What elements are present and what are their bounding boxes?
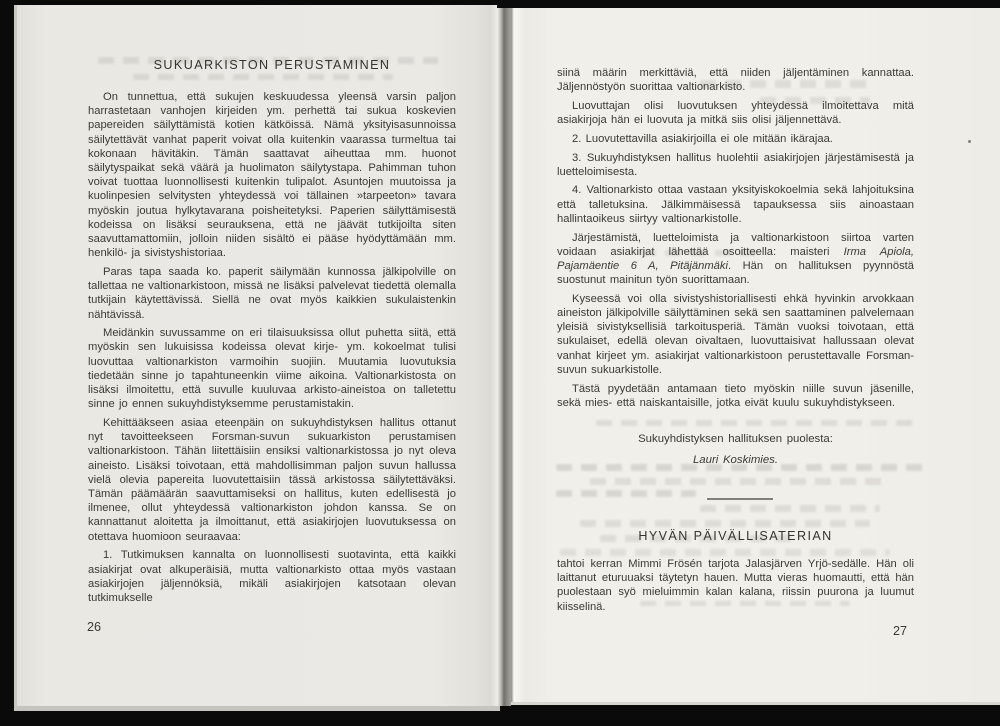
paragraph: Järjestämistä, luetteloimista ja valtionarkistoon siirtoa varten voidaan asiakirjat lähettää osoitteella: maisteri Irma Apiola, Pajamäentie 6 A, Pitäjänmäki. Hän on hallituksen pyynnöstä suostunut mainitun työn suorittamaan.	[557, 231, 914, 287]
paragraph: 2. Luovutettavilla asiakirjoilla ei ole mitään ikärajaa.	[572, 132, 833, 145]
bleedthrough-smudge	[596, 420, 916, 426]
left-page-body	[88, 90, 456, 610]
paragraph: Luovuttajan olisi luovutuksen yhteydessä ilmoitettava mitä asiakirjoja hän ei luovuta ja mitkä siis olisi jäljennettävä.	[557, 99, 914, 127]
section-divider	[707, 498, 773, 500]
paragraph: Tästä pyydetään antamaan tieto myöskin niille suvun jäsenille, sekä mies- että naiskantaisille, jotka eivät kuulu sukuyhdistykseen.	[557, 382, 914, 409]
left-page-heading: SUKUARKISTON PERUSTAMINEN	[153, 58, 391, 72]
story-heading: HYVÄN PÄIVÄLLISATERIAN	[638, 529, 833, 543]
paragraph: Kehittääkseen asiaa eteenpäin on sukuyhdistyksen hallitus ottanut nyt tavoitteekseen Forsman-suvun sukuarkiston perustamisen valtionarkistoon. Tähän liitettäisiin ensiksi valtionarkistossa jo nyt oleva aineisto. Lisäksi toivotaan, että mahdollisimman paljon suvun hallussa vielä olevia papereita luovutettaisiin tässä arkistossa säilytettäväksi. Tämän päämäärän saavuttamiseksi on hallitus, kuten edellisestä jo ilmenee, ollut yhteydessä valtionarkiston johdon kanssa. Se on kannattanut aloitetta ja ilmoittanut, että asiakirjojen luovutuksessa on otettava huomioon seuraavaa:	[88, 416, 456, 543]
paragraph: Meidänkin suvussamme on eri tilaisuuksissa ollut puhetta siitä, että myöskin sen lukuisissa kodeissa olevat kirje- ym. kokoelmat tulisi luovuttaa valtionarkiston varmoihin suojiin. Muutamia luovutuksia tiedetään sinne jo tapahtuneenkin viime aikoina. Valtionarkistosta on lisäksi ilmoitettu, että suvulle kuuluvaa arkisto-aineistoa on talletettu sinne jo ennen sukuyhdistyksemme perustamistakin.	[88, 327, 456, 411]
bleedthrough-smudge	[560, 549, 890, 556]
paragraph: 1. Tutkimuksen kannalta on luonnollisesti suotavinta, että kaikki asiakirjat ovat alkuperäisiä, mutta valtionarkisto ottaa myös vastaan asiakirjojen jäljennöksiä, mikäli asiakirjojen katsotaan olevan tutkimukselle	[88, 549, 456, 604]
paragraph: 3. Sukuyhdistyksen hallitus huolehtii asiakirjojen järjestämisestä ja luetteloimisesta.	[557, 151, 914, 178]
story-body	[557, 557, 914, 618]
signature-block	[557, 432, 914, 467]
right-page	[511, 8, 1000, 705]
bleedthrough-smudge	[590, 478, 890, 485]
top-frame-band	[497, 0, 1000, 8]
paragraph: Paras tapa saada ko. paperit säilymään kunnossa jälkipolville on tallettaa ne valtionarkistoon, missä ne lisäksi palvelevat tiedettä olemalla tutkijain käytettävissä. Siellä ne ovat myös kaikkien sukulaistenkin nähtävissä.	[88, 265, 456, 321]
left-page	[14, 5, 500, 711]
paragraph: Kyseessä voi olla sivistyshistoriallisesti ehkä hyvinkin arvokkaan aineiston jälkipolville säilyttäminen sekä sen saattaminen palvelemaan yleisiä sivistyksellisiä tarkoitusperiä. Tämän vuoksi toivotaan, että sukulaiset, edellä olevan oivaltaen, luovuttaisivat hallussaan olevat vanhat kirjeet ym. asiakirjat valtionarkistoon perustettavalle Forsman-suvun sukuarkistolle.	[557, 292, 914, 376]
bleedthrough-smudge	[556, 490, 696, 497]
paragraph: tahtoi kerran Mimmi Frösén tarjota Jalasjärven Yrjö-sedälle. Hän oli laittanut eturuuaksi täytetyn hauen. Mutta vieras huomautti, että hän puolestaan syö mieluimmin kalan kalana, riissin puurona ja luumut kiisselinä.	[557, 558, 914, 613]
bleedthrough-smudge	[580, 520, 870, 527]
bleedthrough-smudge	[133, 74, 393, 80]
signature-closing-line: Sukuyhdistyksen hallituksen puolesta:	[638, 433, 833, 445]
page-number-right: 27	[893, 624, 908, 638]
paragraph: 4. Valtionarkisto ottaa vastaan yksityiskokoelmia sekä lahjoituksina että talletuksina. Jälkimmäisessä tapauksessa siis ainoastaan hallintaoikeus siirtyy valtionarkistolle.	[557, 184, 914, 225]
page-number-left: 26	[87, 620, 102, 634]
scan-speck	[968, 140, 971, 143]
paragraph: siinä määrin merkittäviä, että niiden jäljentäminen kannattaa. Jäljennöstyön suorittaa valtionarkisto.	[557, 67, 914, 94]
right-page-body	[557, 66, 914, 414]
signature-name: Lauri Koskimies.	[692, 454, 779, 466]
bleedthrough-smudge	[700, 505, 880, 512]
book-gutter	[497, 5, 511, 706]
paragraph: On tunnettua, että sukujen keskuudessa yleensä varsin paljon harrastetaan vanhojen kirjeiden ym. perhettä tai sukua koskevien papereiden säilyttämistä kotien kätköissä. Nämä yksityisasunnoissa säilytettävät vanhat paperit voivat olla kuitenkin vaarassa turmeltua tai kokonaan hävitäkin. Tämän saattavat aiheuttaa mm. huonot säilytyspaikat sekä väärä ja huolimaton säilytystapa. Pahimman tuhon voivat tuottaa luonnollisesti kuitenkin tulipalot. Asuntojen muutoissa ja kuolinpesien selvitysten yhteydessä voi tällainen »tarpeeton» tavara myöskin joutua hylkytavarana poisheitetyksi. Paperien säilyttämisestä kodeissa on lisäksi seurauksena, että ne jäävät tutkijoilta siten saavuttamattomiin, jolloin niiden sisältö ei pääse hyödyttämään mm. henkilö- ja sivistyshistoriaa.	[88, 91, 456, 260]
